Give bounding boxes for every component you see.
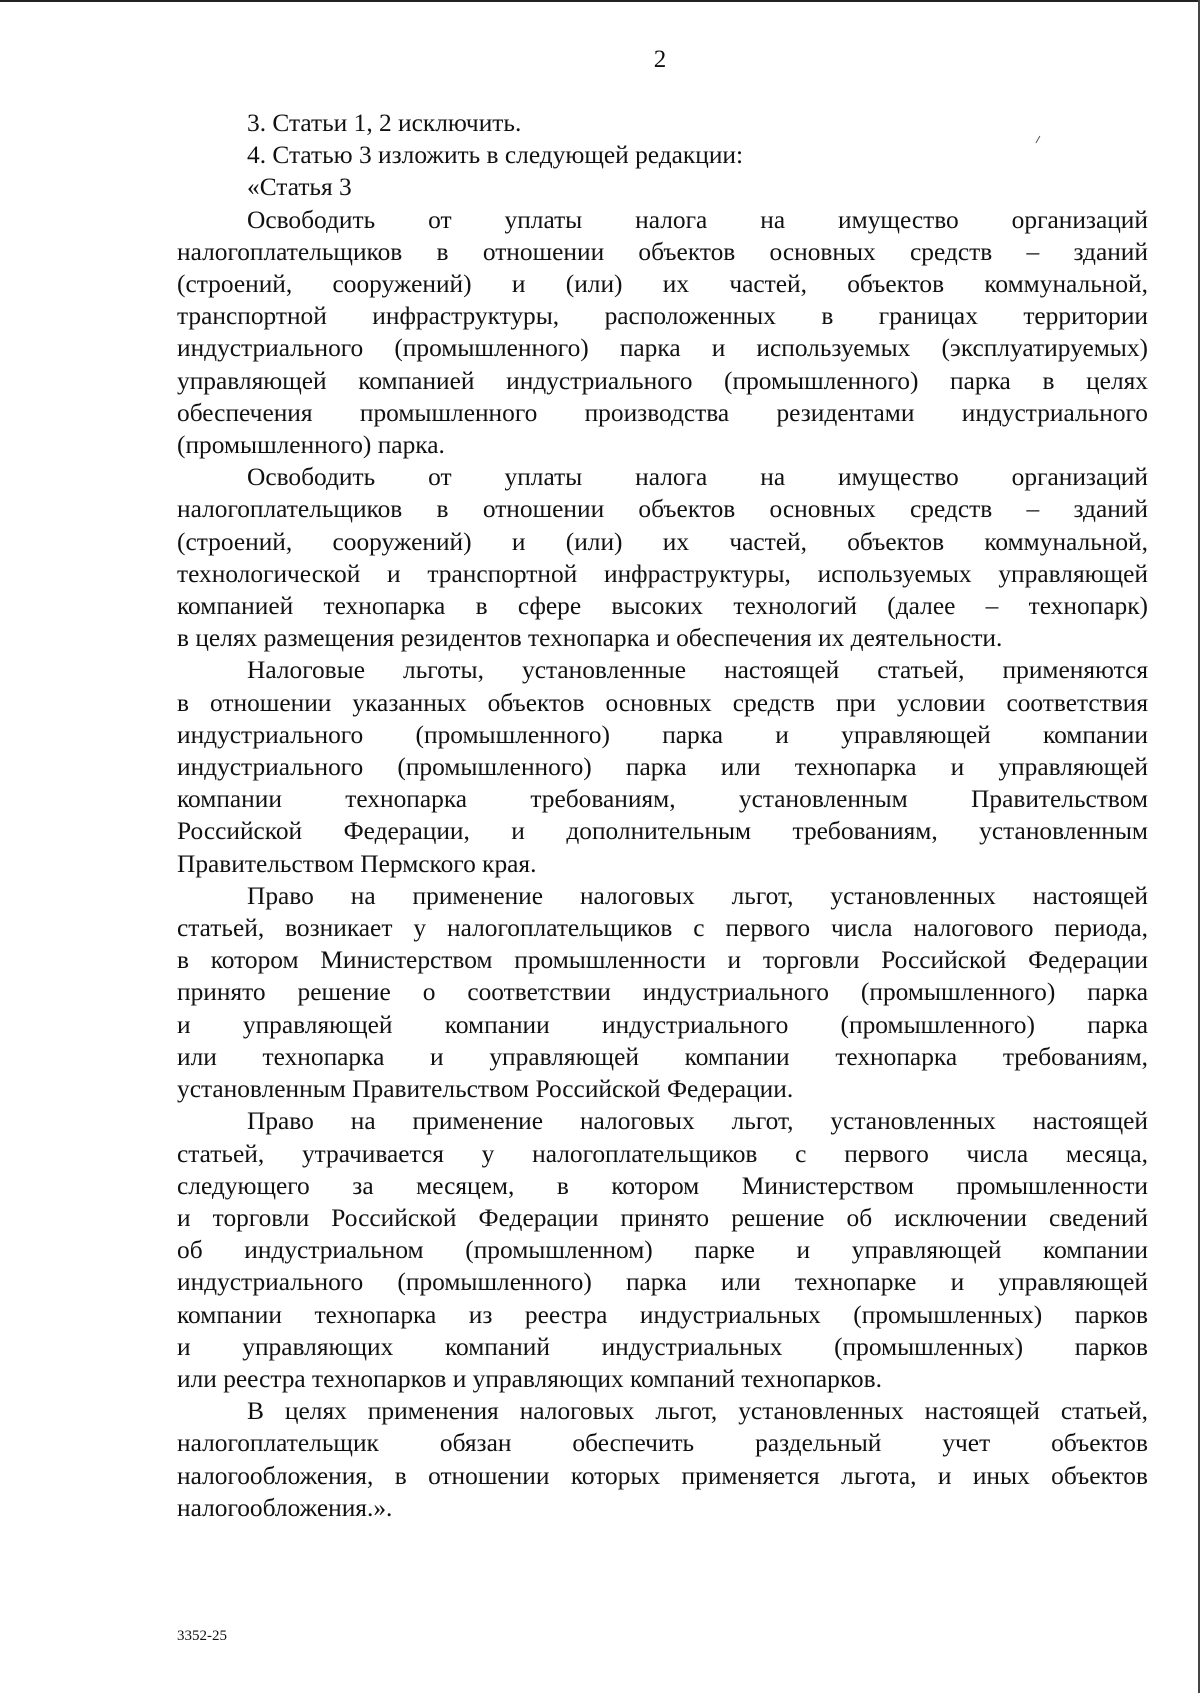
text-line: индустриального (промышленного) парка или технопарка и управляющей xyxy=(177,753,1148,782)
text-line: об индустриальном (промышленном) парке и управляющей компании xyxy=(177,1236,1148,1265)
text-line: в целях размещения резидентов технопарка и обеспечения их деятельности. xyxy=(177,624,1003,653)
text-line: в отношении указанных объектов основных средств при условии соответствия xyxy=(177,688,1148,717)
text-line: Российской Федерации, и дополнительным требованиям, установленным xyxy=(177,817,1148,846)
text-line: транспортной инфраструктуры, расположенных в границах территории xyxy=(177,302,1148,331)
text-line: и управляющей компании индустриального (промышленного) парка xyxy=(177,1010,1148,1039)
text-line: установленным Правительством Российской Федерации. xyxy=(177,1075,794,1104)
text-line: В целях применения налоговых льгот, установленных настоящей статьей, xyxy=(247,1397,1148,1426)
text-line: налогоплательщиков в отношении объектов основных средств – зданий xyxy=(177,237,1148,266)
text-line: Налоговые льготы, установленные настоящей статьей, применяются xyxy=(247,656,1148,685)
text-line: следующего за месяцем, в котором Министерством промышленности xyxy=(177,1171,1148,1200)
text-line: индустриального (промышленного) парка или технопарке и управляющей xyxy=(177,1268,1148,1297)
text-line: индустриального (промышленного) парка и используемых (эксплуатируемых) xyxy=(177,334,1148,363)
text-line: налогоплательщик обязан обеспечить раздельный учет объектов xyxy=(177,1429,1148,1458)
footer-document-code: 3352-25 xyxy=(177,1628,227,1644)
text-line: Освободить от уплаты налога на имущество организаций xyxy=(247,463,1148,492)
document-body xyxy=(177,107,1148,1524)
text-line: индустриального (промышленного) парка и управляющей компании xyxy=(177,720,1148,749)
text-line: компании технопарка требованиям, установленным Правительством xyxy=(177,785,1148,814)
text-line: Освободить от уплаты налога на имущество организаций xyxy=(247,205,1148,234)
text-line: управляющей компанией индустриального (промышленного) парка в целях xyxy=(177,366,1148,395)
text-line: налогообложения, в отношении которых применяется льгота, и иных объектов xyxy=(177,1461,1148,1490)
text-line: Право на применение налоговых льгот, установленных настоящей xyxy=(247,881,1148,910)
text-line: в котором Министерством промышленности и торговли Российской Федерации xyxy=(177,946,1148,975)
text-line: технологической и транспортной инфраструктуры, используемых управляющей xyxy=(177,559,1148,588)
text-line: и управляющих компаний индустриальных (промышленных) парков xyxy=(177,1332,1148,1361)
text-line: налогообложения.». xyxy=(177,1493,393,1522)
text-line: статьей, утрачивается у налогоплательщиков с первого числа месяца, xyxy=(177,1139,1148,1168)
text-line: 4. Статью 3 изложить в следующей редакции: xyxy=(247,141,744,170)
text-line: принято решение о соответствии индустриального (промышленного) парка xyxy=(177,978,1148,1007)
page-number: 2 xyxy=(653,46,667,73)
text-line: (промышленного) парка. xyxy=(177,431,445,460)
text-line: статьей, возникает у налогоплательщиков с первого числа налогового периода, xyxy=(177,914,1148,943)
text-line: налогоплательщиков в отношении объектов основных средств – зданий xyxy=(177,495,1148,524)
text-line: или технопарка и управляющей компании технопарка требованиям, xyxy=(177,1042,1148,1071)
text-line: (строений, сооружений) и (или) их частей, объектов коммунальной, xyxy=(177,270,1148,299)
text-line: компании технопарка из реестра индустриальных (промышленных) парков xyxy=(177,1300,1148,1329)
text-line: 3. Статьи 1, 2 исключить. xyxy=(247,109,522,137)
text-line: «Статья 3 xyxy=(247,173,352,202)
text-line: (строений, сооружений) и (или) их частей, объектов коммунальной, xyxy=(177,527,1148,556)
text-line: Правительством Пермского края. xyxy=(177,849,537,878)
text-line: и торговли Российской Федерации принято решение об исключении сведений xyxy=(177,1203,1148,1232)
text-line: обеспечения промышленного производства резидентами индустриального xyxy=(177,398,1148,427)
text-line: компанией технопарка в сфере высоких технологий (далее – технопарк) xyxy=(177,592,1148,621)
text-line: или реестра технопарков и управляющих компаний технопарков. xyxy=(177,1364,882,1393)
page-top-edge xyxy=(0,0,1200,2)
text-line: Право на применение налоговых льгот, установленных настоящей xyxy=(247,1107,1148,1136)
